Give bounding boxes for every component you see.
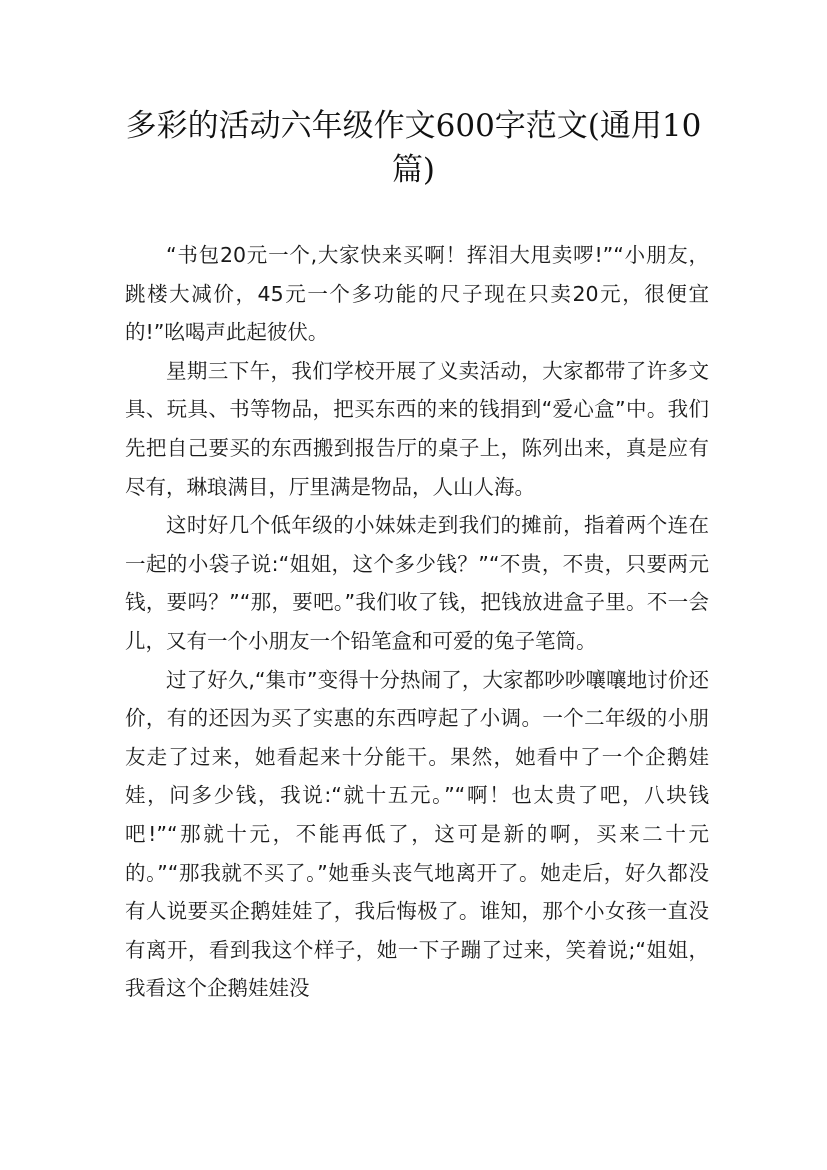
document-title: 多彩的活动六年级作文600字范文(通用10篇)	[125, 108, 702, 188]
paragraph-4: 过了好久,“集市”变得十分热闹了，大家都吵吵嚷嚷地讨价还价，有的还因为买了实惠的东西哼起了小调。一个二年级的小朋友走了过来，她看起来十分能干。果然，她看中了一个企鹅娃娃，问多少钱，我说:“就十五元。”“啊！也太贵了吧，八块钱吧!”“那就十元，不能再低了，这可是新的啊，买来二十元的。”“那我就不买了。”她垂头丧气地离开了。她走后，好久都没有人说要买企鹅娃娃了，我后悔极了。谁知，那个小女孩一直没有离开，看到我这个样子，她一下子蹦了过来，笑着说;“姐姐，我看这个企鹅娃娃没	[125, 667, 709, 1001]
paragraph-2: 星期三下午，我们学校开展了义卖活动，大家都带了许多文具、玩具、书等物品，把买东西的来的钱捐到“爱心盒”中。我们先把自己要买的东西搬到报告厅的桌子上，陈列出来，真是应有尽有，琳琅满目，厅里满是物品，人山人海。	[125, 358, 709, 499]
document-body	[125, 236, 709, 1008]
paragraph-1: “书包20元一个,大家快来买啊！挥泪大甩卖啰!”“小朋友，跳楼大减价，45元一个多功能的尺子现在只卖20元，很便宜的!”吆喝声此起彼伏。	[125, 243, 709, 345]
paragraph-3: 这时好几个低年级的小妹妹走到我们的摊前，指着两个连在一起的小袋子说:“姐姐，这个多少钱？”“不贵，不贵，只要两元钱，要吗？”“那，要吧。”我们收了钱，把钱放进盒子里。不一会儿，又有一个小朋友一个铅笔盒和可爱的兔子笔筒。	[125, 513, 709, 653]
